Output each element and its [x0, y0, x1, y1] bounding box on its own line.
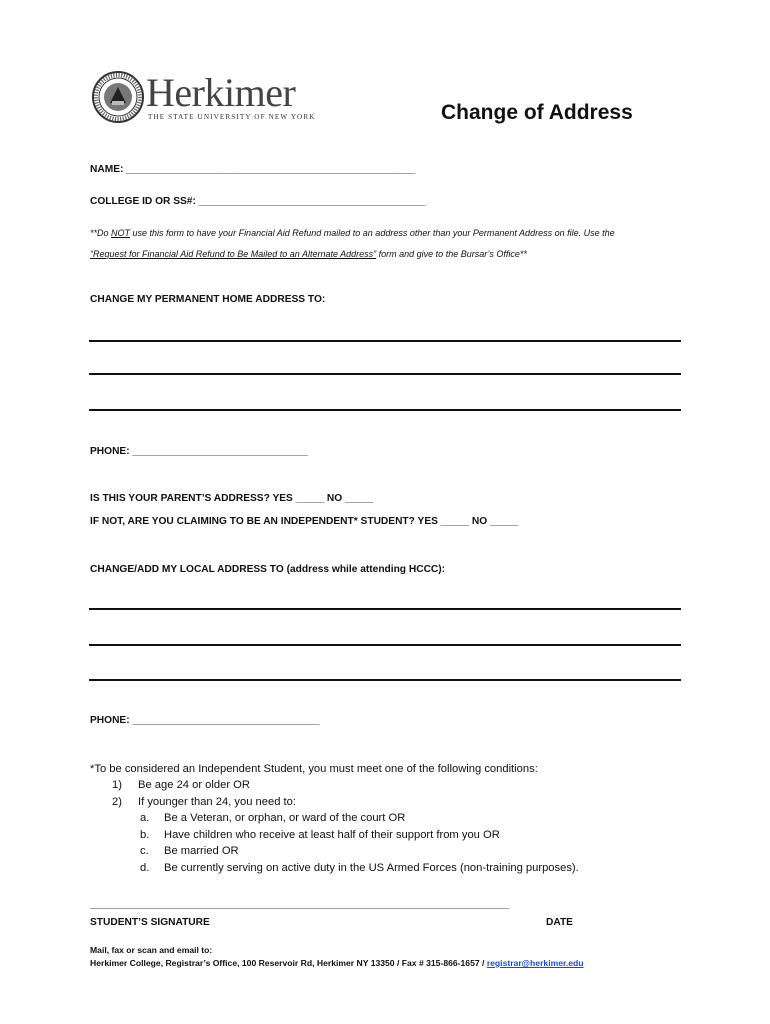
condition-text: Be age 24 or older OR [138, 779, 250, 791]
mail-instructions: Mail, fax or scan and email to: [90, 945, 213, 955]
alternate-address-form-name: “Request for Financial Aid Refund to Be Mailed to an Alternate Address” [90, 249, 377, 259]
date-label: DATE [546, 917, 573, 928]
note-prefix: **Do [90, 228, 112, 238]
local-address-heading: CHANGE/ADD MY LOCAL ADDRESS TO (address while attending HCCC): [90, 564, 446, 575]
college-seal-icon [92, 71, 144, 123]
registrar-address: Herkimer College, Registrar’s Office, 100 Reservoir Rd, Herkimer NY 13350 / Fax # 315-866-1657 / [90, 958, 487, 968]
note-line1-rest: use this form to have your Financial Aid Refund mailed to an address other than your Permanent Address on file. Use the [130, 228, 615, 238]
subcondition-letter: c. [140, 845, 149, 857]
logo-wordmark: Herkimer [146, 70, 296, 115]
independent-student-question[interactable]: IF NOT, ARE YOU CLAIMING TO BE AN INDEPENDENT* STUDENT? YES _____ NO _____ [90, 516, 519, 527]
logo-tagline: THE STATE UNIVERSITY OF NEW YORK [148, 113, 316, 121]
student-signature-label: STUDENT’S SIGNATURE [90, 917, 210, 928]
subcondition-letter: a. [140, 812, 150, 824]
condition-number: 2) [112, 796, 122, 808]
local-address-line-2[interactable] [89, 644, 681, 646]
permanent-address-line-1[interactable] [89, 340, 681, 342]
permanent-address-line-2[interactable] [89, 373, 681, 375]
registrar-email-link[interactable]: registrar@herkimer.edu [486, 958, 584, 968]
condition-text: If younger than 24, you need to: [138, 796, 296, 808]
note-not-emphasis: NOT [111, 228, 131, 238]
page-title: Change of Address [441, 101, 633, 124]
financial-aid-note-line1 [90, 228, 615, 238]
permanent-address-heading: CHANGE MY PERMANENT HOME ADDRESS TO: [90, 294, 326, 305]
subcondition-text: Have children who receive at least half of their support from you OR [164, 829, 500, 841]
signature-line[interactable]: __________________________________________________________________________ [90, 899, 510, 910]
condition-number: 1) [112, 779, 122, 791]
herkimer-logo [92, 69, 322, 127]
financial-aid-note-line2 [90, 249, 527, 259]
subcondition-text: Be a Veteran, or orphan, or ward of the court OR [164, 812, 406, 824]
registrar-contact [90, 958, 584, 968]
name-field[interactable]: NAME: ___________________________________________________ [90, 164, 416, 175]
local-phone-field[interactable]: PHONE: _________________________________ [90, 715, 320, 726]
local-address-line-1[interactable] [89, 608, 681, 610]
college-id-field[interactable]: COLLEGE ID OR SS#: ________________________________________ [90, 196, 426, 207]
conditions-intro: *To be considered an Independent Student, you must meet one of the following conditions: [90, 763, 538, 775]
note-line2-rest: form and give to the Bursar’s Office** [376, 249, 527, 259]
permanent-address-line-3[interactable] [89, 409, 681, 411]
parents-address-question[interactable]: IS THIS YOUR PARENT’S ADDRESS? YES _____ NO _____ [90, 493, 374, 504]
local-address-line-3[interactable] [89, 679, 681, 681]
subcondition-letter: b. [140, 829, 150, 841]
permanent-phone-field[interactable]: PHONE: _______________________________ [90, 446, 309, 457]
subcondition-letter: d. [140, 862, 150, 874]
subcondition-text: Be married OR [164, 845, 239, 857]
subcondition-text: Be currently serving on active duty in the US Armed Forces (non-training purposes). [164, 862, 579, 874]
